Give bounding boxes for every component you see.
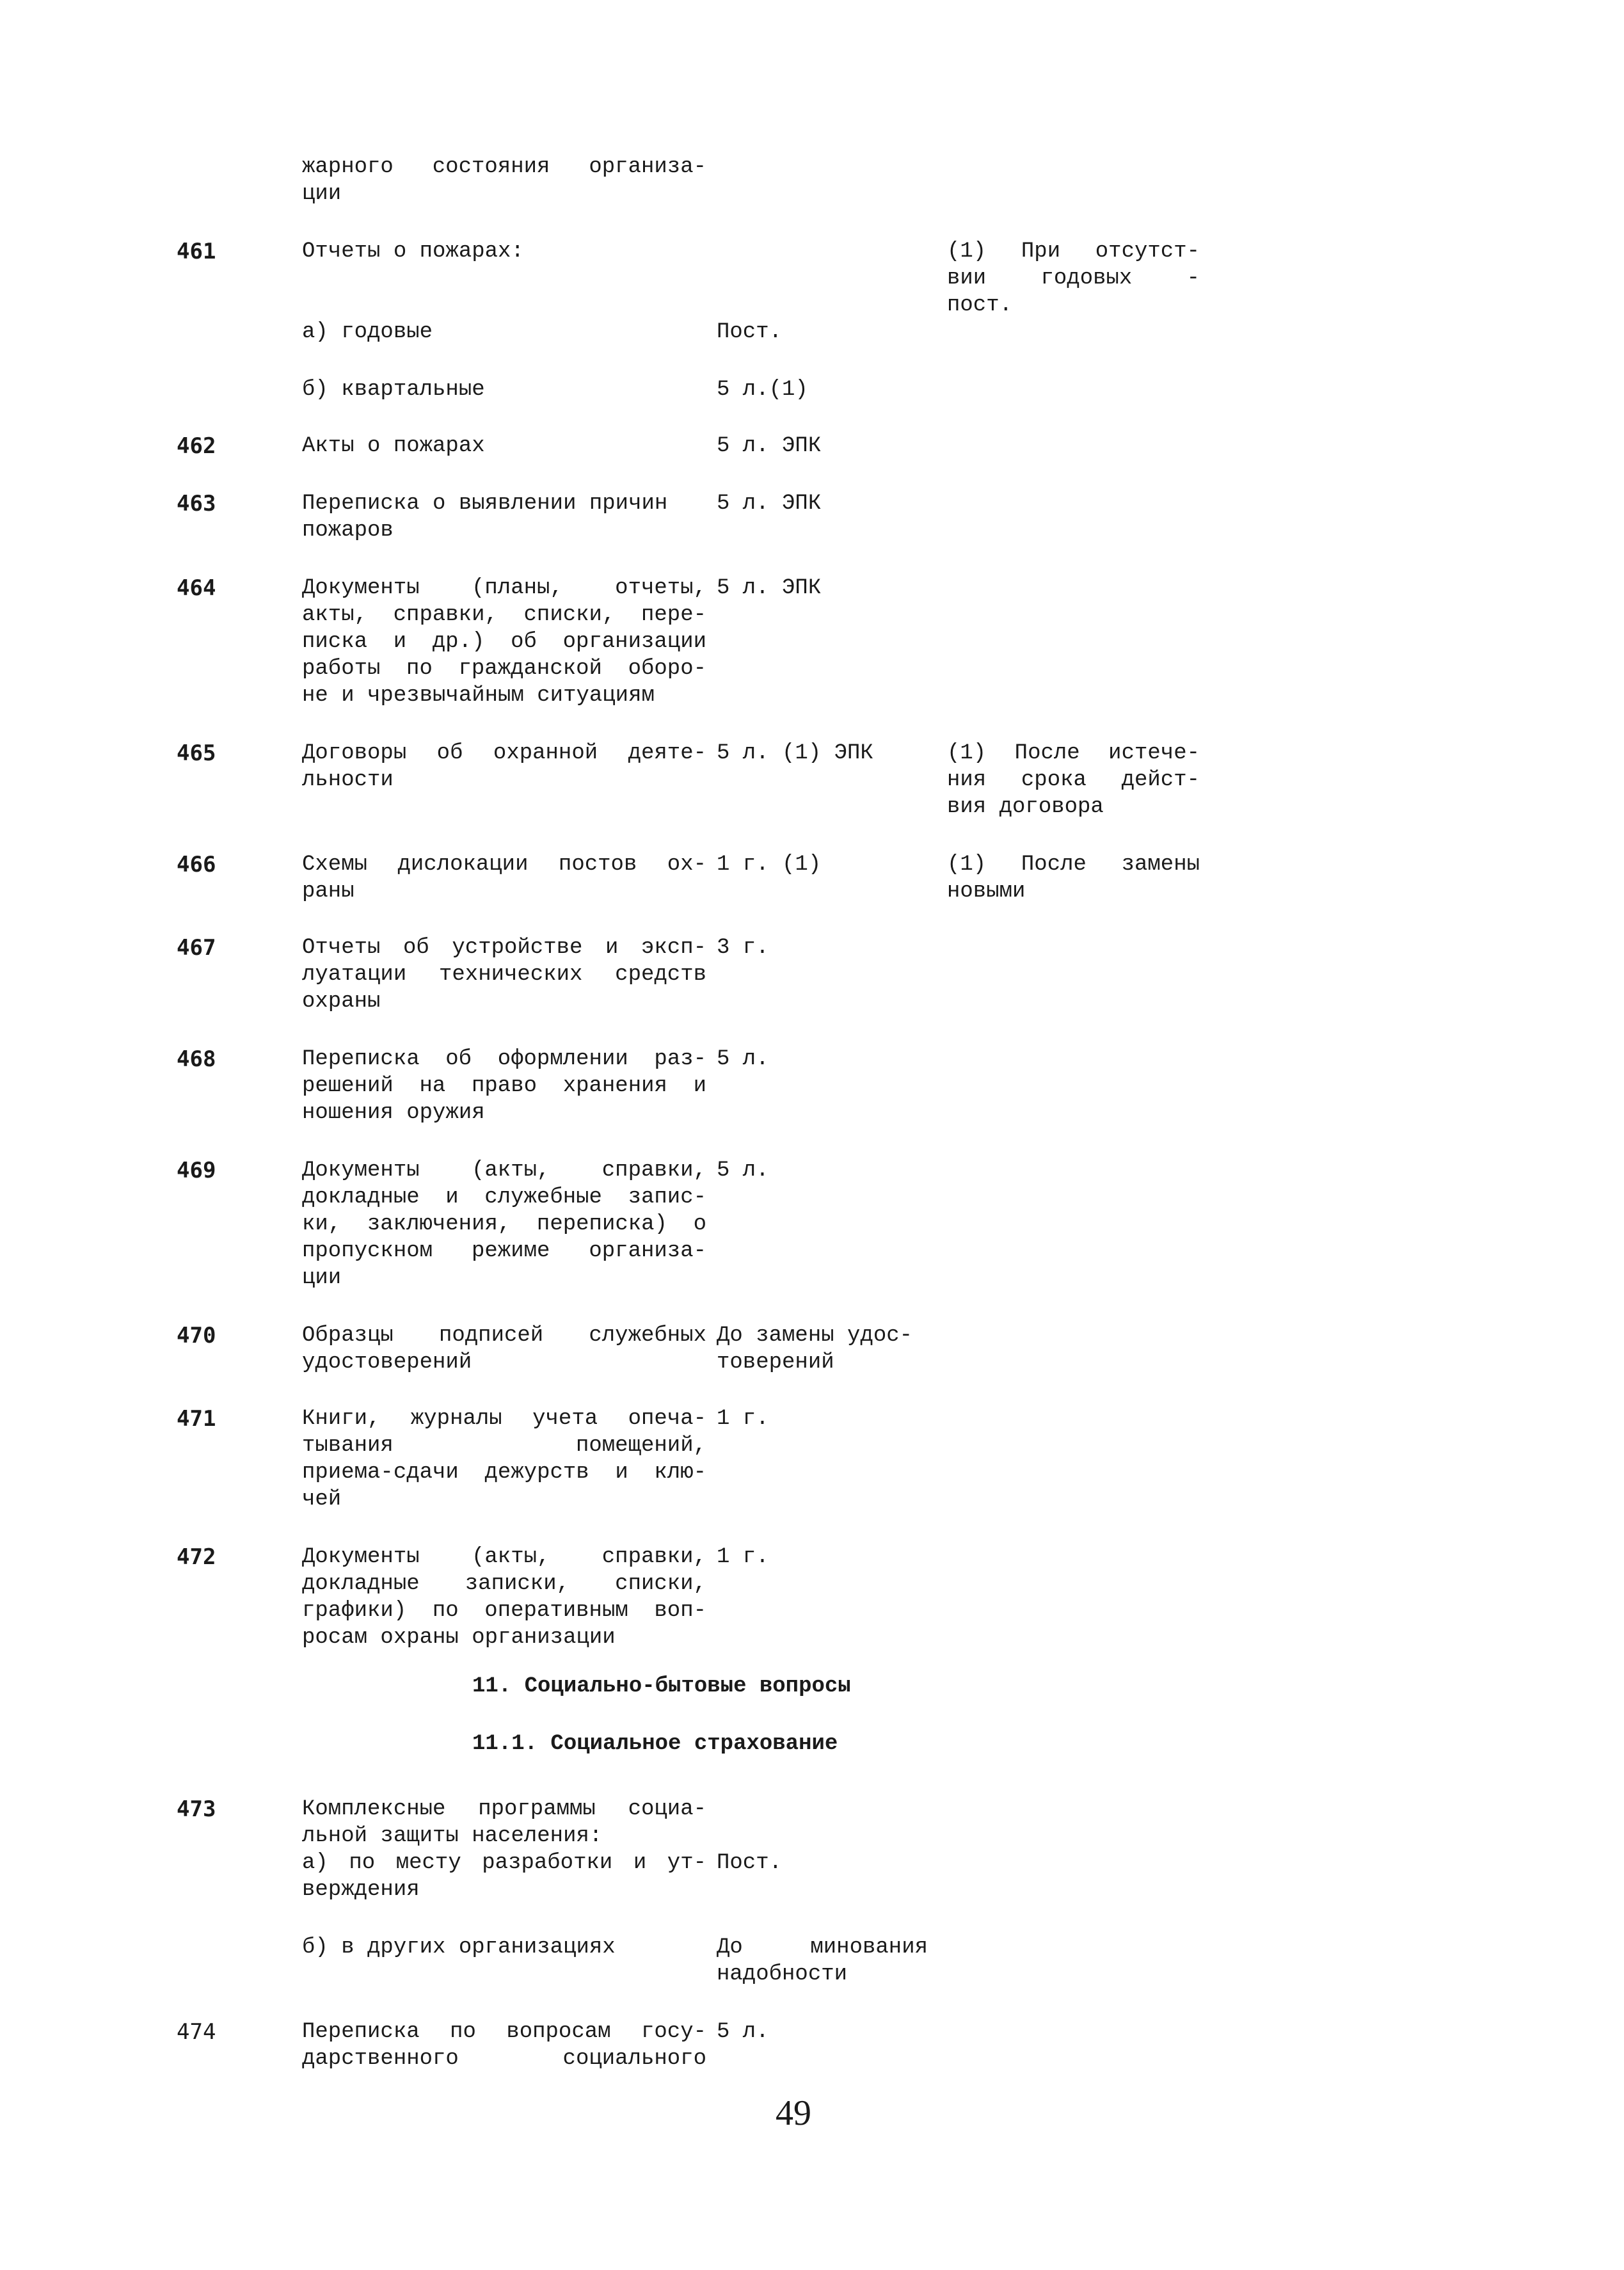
section-subheading: 11.1. Социальное страхование [472,1732,838,1756]
item-sub-term: До минования [717,1935,928,1960]
item-term: Пост. [717,1851,783,1875]
item-term: 1 г. [717,1407,769,1431]
item-number: 462 [177,433,216,459]
item-title: пропускном режиме организа- [302,1239,706,1263]
item-note: (1) После истече- [947,741,1200,765]
item-title: Документы (планы, отчеты, [302,576,706,600]
item-title: не и чрезвычайным ситуациям [302,683,655,708]
item-title: раны [302,879,354,904]
item-note: (1) При отсутст- [947,239,1200,264]
item-term: 3 г. [717,936,769,960]
item-title: дарственного социального [302,2047,706,2071]
item-term: 5 л. (1) ЭПК [717,741,873,765]
continuation-line: ции [302,182,342,206]
item-number: 470 [177,1323,216,1348]
item-title: Схемы дислокации постов ох- [302,852,706,877]
item-title: пожаров [302,518,394,543]
item-title: решений на право хранения и [302,1074,706,1098]
item-sub-label: б) в других организациях [302,1935,616,1960]
item-term: 1 г. (1) [717,852,822,877]
item-title: работы по гражданской оборо- [302,657,706,681]
item-term: До замены удос- [717,1323,913,1348]
item-sub-term: надобности [717,1962,848,1986]
item-title: приема-сдачи дежурств и клю- [302,1460,706,1485]
item-number: 465 [177,740,216,766]
item-term: 5 л. [717,1158,769,1183]
item-number: 469 [177,1158,216,1183]
item-title: верждения [302,1878,420,1902]
item-title: Документы (акты, справки, [302,1545,706,1569]
item-title: Отчеты об устройстве и эксп- [302,936,706,960]
item-title: Комплексные программы социа- [302,1797,706,1821]
item-title: докладные записки, списки, [302,1572,706,1596]
item-title: а) по месту разработки и ут- [302,1851,706,1875]
item-number: 464 [177,575,216,601]
item-title: Отчеты о пожарах: [302,239,524,264]
item-number: 461 [177,239,216,264]
item-number: 463 [177,491,216,516]
item-note: ния срока дейст- [947,768,1200,792]
item-number: 466 [177,852,216,877]
item-term: 5 л. ЭПК [717,434,822,458]
item-title: ки, заключения, переписка) о [302,1212,706,1236]
item-title: писка и др.) об организации [302,630,706,654]
item-title: Документы (акты, справки, [302,1158,706,1183]
item-number: 473 [177,1796,216,1822]
item-title: Переписка об оформлении раз- [302,1047,706,1071]
item-title: удостоверений [302,1350,472,1375]
item-note: пост. [947,293,1013,317]
item-title: ношения оружия [302,1101,485,1125]
section-heading: 11. Социально-бытовые вопросы [472,1674,851,1699]
item-sub-label: б) квартальные [302,378,485,402]
item-note: новыми [947,879,1026,904]
item-note: (1) После замены [947,852,1200,877]
item-title: Переписка о выявлении причин [302,492,668,516]
item-sub-term: 5 л.(1) [717,378,808,402]
item-sub-label: а) годовые [302,320,433,344]
item-title: Акты о пожарах [302,434,485,458]
item-term: 5 л. [717,1047,769,1071]
item-term: 5 л. ЭПК [717,492,822,516]
item-number: 468 [177,1046,216,1072]
item-title: Книги, журналы учета опеча- [302,1407,706,1431]
item-term: 1 г. [717,1545,769,1569]
item-title: ции [302,1266,342,1290]
item-note: вия договора [947,795,1104,819]
item-term: 5 л. ЭПК [717,576,822,600]
item-title: росам охраны организации [302,1626,616,1650]
item-title: акты, справки, списки, пере- [302,603,706,627]
item-title: тывания помещений, [302,1434,706,1458]
item-number: 471 [177,1406,216,1432]
item-number: 472 [177,1544,216,1570]
item-term: товерений [717,1350,834,1375]
item-title: Переписка по вопросам госу- [302,2020,706,2044]
item-title: охраны [302,989,381,1014]
item-sub-term: Пост. [717,320,783,344]
item-title: Образцы подписей служебных [302,1323,706,1348]
page-number: 49 [776,2093,811,2133]
item-title: луатации технических средств [302,963,706,987]
item-number: 474 [177,2019,216,2045]
item-title: чей [302,1487,342,1512]
item-number: 467 [177,935,216,961]
item-title: графики) по оперативным воп- [302,1599,706,1623]
item-title: докладные и служебные запис- [302,1185,706,1210]
continuation-line: жарного состояния организа- [302,155,706,179]
item-term: 5 л. [717,2020,769,2044]
item-title: льной защиты населения: [302,1824,603,1848]
item-title: льности [302,768,394,792]
item-note: вии годовых - [947,266,1200,291]
item-title: Договоры об охранной деяте- [302,741,706,765]
